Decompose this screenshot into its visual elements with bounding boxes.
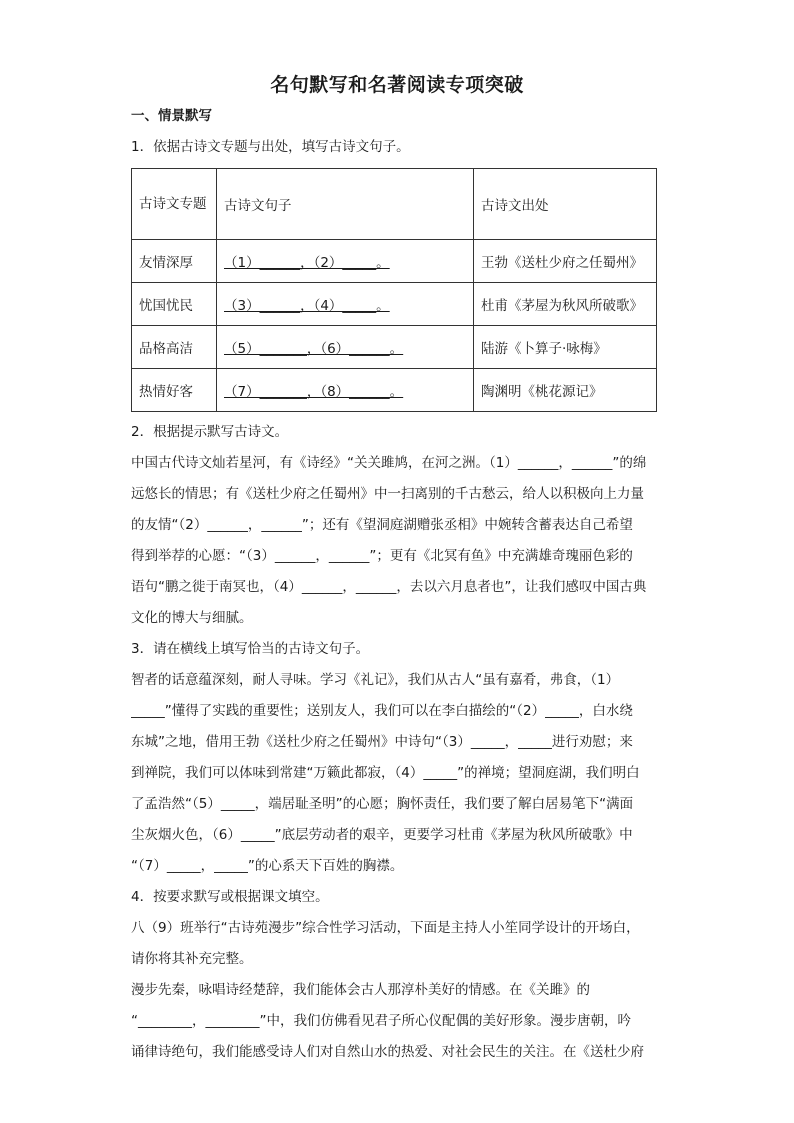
- paragraph-line: 诵律诗绝句，我们能感受诗人们对自然山水的热爱、对社会民生的关注。在《送杜少府: [131, 1044, 644, 1060]
- paragraph-line: 语句“鹏之徙于南冥也，（4）______，______，去以六月息者也”，让我们感叹中国古典: [131, 579, 647, 595]
- paragraph-line: 智者的话意蕴深刻，耐人寻味。学习《礼记》，我们从古人“虽有嘉肴，弗食，（1）: [131, 672, 620, 688]
- header-topic: 古诗文专题: [132, 169, 217, 240]
- table-row: [132, 240, 657, 283]
- q2-prompt: 2．根据提示默写古诗文。: [131, 424, 289, 440]
- paragraph-line: 得到举荐的心愿：“（3）______，______”；更有《北冥有鱼》中充满雄奇瑰丽色彩的: [131, 548, 633, 564]
- table-row: [132, 326, 657, 369]
- paragraph-line: 到禅院，我们可以体味到常建“万籁此都寂，（4）_____”的禅境；望洞庭湖，我们明白: [131, 765, 640, 781]
- paragraph-line: 八（9）班举行“古诗苑漫步”综合性学习活动，下面是主持人小笙同学设计的开场白，: [131, 920, 640, 936]
- header-sentence: 古诗文句子: [217, 169, 474, 240]
- paragraph-line: 请你将其补充完整。: [131, 951, 253, 967]
- table-header-row: [132, 169, 657, 240]
- paragraph-line: 的友情“（2）______，______”；还有《望洞庭湖赠张丞相》中婉转含蓄表达自己希望: [131, 517, 633, 533]
- row-topic: 友情深厚: [132, 240, 217, 283]
- table-row: [132, 369, 657, 412]
- row-source: 杜甫《茅屋为秋风所破歌》: [474, 283, 657, 326]
- section-heading: 一、情景默写: [131, 108, 212, 124]
- paragraph-line: 漫步先秦，咏唱诗经楚辞，我们能体会古人那淳朴美好的情感。在《关雎》的: [131, 982, 590, 998]
- paragraph-line: “（7）_____，_____”的心系天下百姓的胸襟。: [131, 858, 404, 874]
- q3-prompt: 3．请在横线上填写恰当的古诗文句子。: [131, 641, 370, 657]
- q2-block: [131, 417, 661, 634]
- table-row: [132, 283, 657, 326]
- document-title: 名句默写和名著阅读专项突破: [270, 74, 524, 96]
- q4-prompt: 4．按要求默写或根据课文填空。: [131, 889, 329, 905]
- paragraph-line: 中国古代诗文灿若星河，有《诗经》“关关雎鸠，在河之洲。（1）______，______”的绵: [131, 455, 647, 471]
- row-source: 陆游《卜算子·咏梅》: [474, 326, 657, 369]
- paragraph-line: _____”懂得了实践的重要性；送别友人，我们可以在李白描绘的“（2）_____，白水绕: [131, 703, 633, 719]
- q3-block: [131, 634, 661, 882]
- q1-table: [131, 168, 657, 412]
- row-sentence[interactable]: （1）______，（2）_____。: [217, 240, 474, 283]
- paragraph-line: 了孟浩然“（5）_____，端居耻圣明”的心愿；胸怀责任，我们要了解白居易笔下“满面: [131, 796, 634, 812]
- document-body: [131, 101, 661, 1068]
- row-sentence[interactable]: （3）______，（4）_____。: [217, 283, 474, 326]
- row-sentence[interactable]: （5）_______，（6）______。: [217, 326, 474, 369]
- paragraph-line: 东城”之地，借用王勃《送杜少府之任蜀州》中诗句“（3）_____，_____进行劝慰；来: [131, 734, 633, 750]
- q4-block: [131, 882, 661, 1068]
- paragraph-line: 文化的博大与细腻。: [131, 610, 253, 626]
- row-topic: 品格高洁: [132, 326, 217, 369]
- paragraph-line: 远悠长的情思；有《送杜少府之任蜀州》中一扫离别的千古愁云，给人以积极向上力量: [131, 486, 644, 502]
- paragraph-line: “________，________”中，我们仿佛看见君子所心仪配偶的美好形象。漫步唐朝，吟: [131, 1013, 631, 1029]
- row-topic: 忧国忧民: [132, 283, 217, 326]
- row-source: 王勃《送杜少府之任蜀州》: [474, 240, 657, 283]
- row-sentence[interactable]: （7）_______，（8）______。: [217, 369, 474, 412]
- header-source: 古诗文出处: [474, 169, 657, 240]
- row-source: 陶渊明《桃花源记》: [474, 369, 657, 412]
- row-topic: 热情好客: [132, 369, 217, 412]
- paragraph-line: 尘灰烟火色，（6）_____”底层劳动者的艰辛，更要学习杜甫《茅屋为秋风所破歌》中: [131, 827, 633, 843]
- q1-prompt: 1．依据古诗文专题与出处，填写古诗文句子。: [131, 139, 410, 155]
